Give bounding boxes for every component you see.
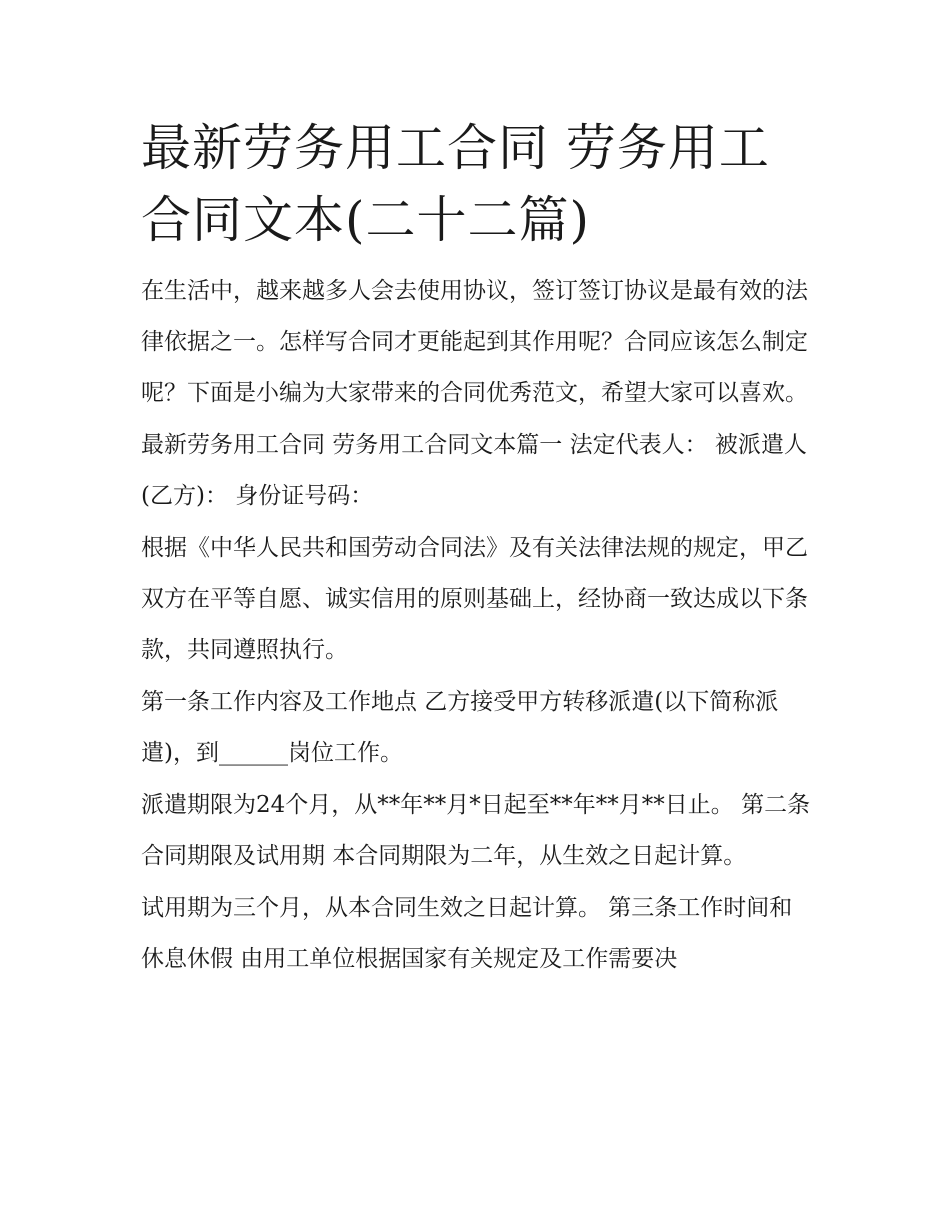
document-body (141, 112, 813, 985)
dispatch-period-paragraph: 派遣期限为24个月，从**年**月*日起至**年**月**日止。 第二条合同期限及试用期 本合同期限为二年，从生效之日起计算。 (141, 792, 811, 869)
probation-paragraph: 试用期为三个月，从本合同生效之日起计算。 第三条工作时间和休息休假 由用工单位根据国家有关规定及工作需要决 (141, 895, 793, 972)
article-one-paragraph: 第一条工作内容及工作地点 乙方接受甲方转移派遣(以下简称派遣)，到______岗位工作。 (141, 689, 779, 766)
document-title: 最新劳务用工合同 劳务用工合同文本(二十二篇) (141, 119, 770, 249)
intro-paragraph: 在生活中，越来越多人会去使用协议，签订签订协议是最有效的法律依据之一。怎样写合同才更能起到其作用呢？合同应该怎么制定呢？下面是小编为大家带来的合同优秀范文，希望大家可以喜欢。 (141, 278, 808, 406)
party-info-paragraph: 最新劳务用工合同 劳务用工合同文本篇一 法定代表人： 被派遣人(乙方)： 身份证号码： (141, 432, 807, 509)
legal-basis-paragraph: 根据《中华人民共和国劳动合同法》及有关法律法规的规定，甲乙双方在平等自愿、诚实信用的原则基础上，经协商一致达成以下条款，共同遵照执行。 (141, 535, 808, 663)
